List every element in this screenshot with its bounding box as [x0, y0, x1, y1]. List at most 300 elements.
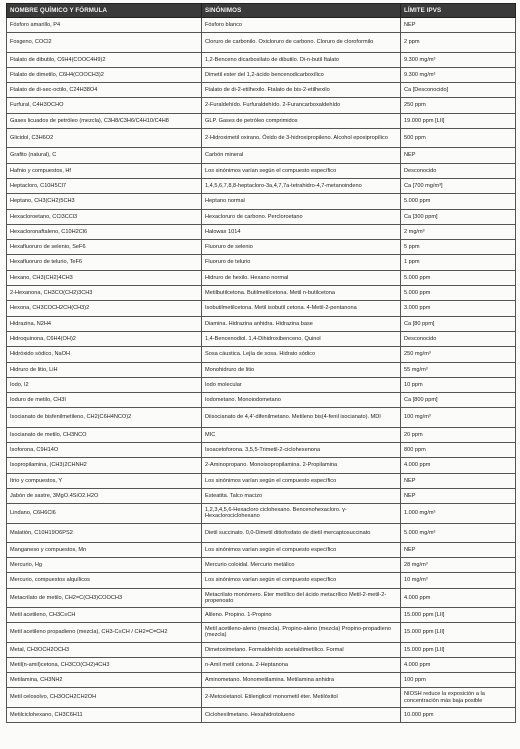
header-chemical-name: NOMBRE QUÍMICO Y FÓRMULA [7, 4, 202, 18]
cell-ipvs-limit [401, 623, 516, 642]
table-row [7, 408, 516, 427]
table-row [7, 33, 516, 52]
cell-ipvs-limit [401, 316, 516, 331]
cell-chemical-name-text: Ioduro de metilo, CH3I [10, 397, 66, 404]
cell-ipvs-limit [401, 443, 516, 458]
cell-ipvs-limit-text: Desconocido [404, 167, 437, 174]
cell-synonyms [202, 607, 401, 622]
cell-ipvs-limit [401, 473, 516, 488]
cell-chemical-name [7, 523, 202, 542]
cell-ipvs-limit-text: 9.300 mg/m³ [404, 71, 436, 78]
cell-synonyms [202, 573, 401, 588]
table-row [7, 488, 516, 503]
cell-synonyms [202, 688, 401, 707]
cell-ipvs-limit-text: Ca [80 ppm] [404, 320, 435, 327]
cell-chemical-name [7, 331, 202, 346]
cell-synonyms [202, 18, 401, 33]
cell-synonyms [202, 209, 401, 224]
cell-ipvs-limit-text: Ca [800 ppm] [404, 397, 438, 404]
cell-chemical-name-text: Metil celosolvo, CH3OCH2CH2OH [10, 694, 97, 701]
cell-chemical-name-text: Malatión, C10H19O6PS2 [10, 529, 73, 536]
cell-ipvs-limit-text: 2 mg/m³ [404, 228, 425, 235]
cell-synonyms-text: Fluoruro de selenio [205, 244, 253, 251]
table-row [7, 443, 516, 458]
table-row [7, 209, 516, 224]
table-row [7, 707, 516, 722]
cell-ipvs-limit [401, 33, 516, 52]
cell-ipvs-limit [401, 488, 516, 503]
cell-ipvs-limit-text: 1.000 mg/m³ [404, 510, 436, 517]
cell-ipvs-limit [401, 98, 516, 113]
cell-chemical-name [7, 623, 202, 642]
cell-chemical-name-text: Hexacloroetano, CCl3CCl3 [10, 213, 78, 220]
cell-synonyms [202, 240, 401, 255]
cell-chemical-name-text: Hidroquinona, C6H4(OH)2 [10, 335, 76, 342]
cell-synonyms [202, 52, 401, 67]
cell-ipvs-limit-text: 5.000 ppm [404, 290, 431, 297]
cell-ipvs-limit [401, 129, 516, 148]
cell-chemical-name-text: Glicidol, C3H6O2 [10, 135, 54, 142]
cell-ipvs-limit [401, 657, 516, 672]
cell-synonyms [202, 301, 401, 316]
cell-synonyms-text: Sosa cáustica. Lejía de sosa. Hidrato sódico [205, 351, 316, 358]
cell-chemical-name [7, 148, 202, 163]
table-header-row [7, 4, 516, 18]
cell-synonyms-text: Iodometano. Monoiodometano [205, 397, 281, 404]
cell-synonyms [202, 67, 401, 82]
cell-synonyms [202, 163, 401, 178]
cell-chemical-name-text: Itrio y compuestos, Y [10, 477, 63, 484]
header-synonyms: SINÓNIMOS [202, 4, 401, 18]
table-row [7, 657, 516, 672]
table-row [7, 178, 516, 193]
cell-synonyms-text: Alileno. Propino. 1-Propino [205, 611, 272, 618]
cell-chemical-name [7, 473, 202, 488]
cell-chemical-name [7, 83, 202, 98]
table-body [7, 18, 516, 723]
cell-ipvs-limit [401, 331, 516, 346]
table-row [7, 573, 516, 588]
cell-ipvs-limit [401, 286, 516, 301]
cell-chemical-name [7, 224, 202, 239]
cell-chemical-name [7, 255, 202, 270]
cell-synonyms-text: Halowax 1014 [205, 228, 241, 235]
cell-chemical-name [7, 113, 202, 128]
cell-synonyms-text: Metilbutilcetona. Butilmetilcetona. Metil n-butilcetona [205, 290, 335, 297]
cell-synonyms [202, 98, 401, 113]
cell-ipvs-limit [401, 240, 516, 255]
cell-ipvs-limit [401, 18, 516, 33]
table-row [7, 83, 516, 98]
cell-synonyms [202, 347, 401, 362]
cell-ipvs-limit-text: 9.300 mg/m³ [404, 56, 436, 63]
table-row [7, 163, 516, 178]
cell-synonyms-text: Diisocianato de 4,4'-difenilmetano. Metileno bis(4-fenil isocianato). MDI [205, 414, 381, 421]
cell-ipvs-limit [401, 347, 516, 362]
cell-chemical-name [7, 18, 202, 33]
cell-chemical-name-text: Heptano, CH3(CH2)5CH3 [10, 198, 75, 205]
cell-ipvs-limit-text: 10 mg/m³ [404, 577, 428, 584]
cell-ipvs-limit [401, 301, 516, 316]
cell-synonyms-text: Aminometano. Monometilamina. Metilamina anhidra [205, 677, 335, 684]
cell-chemical-name-text: Isoforona, C9H14O [10, 447, 59, 454]
cell-synonyms-text: 1,2,3,4,5,6-Hexacloro ciclohexano. Bencenohexacloro. γ-Hexaclorociclohexano [205, 507, 347, 520]
cell-chemical-name-text: 2-Hexanona, CH3CO(CH2)3CH3 [10, 290, 93, 297]
cell-synonyms [202, 316, 401, 331]
cell-chemical-name [7, 607, 202, 622]
cell-synonyms [202, 393, 401, 408]
cell-ipvs-limit-text: NEP [404, 546, 416, 553]
cell-chemical-name [7, 673, 202, 688]
table-row [7, 377, 516, 392]
cell-chemical-name-text: Gases licuados de petróleo (mezcla), C3H8/C3H6/C4H10/C4H8 [10, 117, 169, 124]
cell-chemical-name-text: Hafnio y compuestos, Hf [10, 167, 71, 174]
cell-ipvs-limit [401, 393, 516, 408]
table-row [7, 347, 516, 362]
cell-ipvs-limit [401, 542, 516, 557]
table-row [7, 642, 516, 657]
cell-synonyms-text: Dietil succinato. 0,0-Dimetil ditiofosfato de dietil mercaptosuccinato [205, 529, 371, 536]
cell-synonyms-text: Los sinónimos varían según el compuesto específico [205, 477, 337, 484]
cell-synonyms [202, 194, 401, 209]
cell-chemical-name-text: Jabón de sastre, 3MgO.4SiO2.H2O [10, 492, 99, 499]
cell-synonyms-text: 2-Furaldehído. Furfuraldehído. 2-Furancarboxaldehído [205, 102, 341, 109]
cell-chemical-name [7, 408, 202, 427]
cell-synonyms-text: Carbón mineral [205, 152, 244, 159]
cell-synonyms [202, 588, 401, 607]
cell-chemical-name [7, 588, 202, 607]
table-row [7, 129, 516, 148]
cell-chemical-name [7, 642, 202, 657]
cell-chemical-name-text: Manganeso y compuestos, Mn [10, 546, 87, 553]
cell-ipvs-limit-text: 28 mg/m³ [404, 562, 428, 569]
table-row [7, 588, 516, 607]
cell-ipvs-limit [401, 362, 516, 377]
cell-ipvs-limit [401, 427, 516, 442]
cell-chemical-name [7, 504, 202, 523]
cell-chemical-name-text: Isocianato de bisfenilmetileno, CH2(C6H4NCO)2 [10, 414, 132, 421]
cell-chemical-name [7, 657, 202, 672]
cell-ipvs-limit [401, 209, 516, 224]
cell-chemical-name-text: Hidróxido sódico, NaOH [10, 351, 71, 358]
cell-synonyms [202, 542, 401, 557]
cell-synonyms [202, 33, 401, 52]
cell-chemical-name-text: Metil(n-amil)cetona, CH3CO(CH2)4CH3 [10, 661, 110, 668]
cell-chemical-name-text: Hexona, CH3COCH2CH(CH3)2 [10, 305, 90, 312]
cell-chemical-name-text: Iodo, I2 [10, 381, 29, 388]
cell-ipvs-limit [401, 224, 516, 239]
cell-ipvs-limit [401, 707, 516, 722]
table-row [7, 113, 516, 128]
cell-ipvs-limit [401, 408, 516, 427]
cell-chemical-name-text: Lindano, C6H6Cl6 [10, 510, 56, 517]
table-row [7, 240, 516, 255]
cell-synonyms [202, 270, 401, 285]
cell-chemical-name [7, 542, 202, 557]
cell-chemical-name [7, 33, 202, 52]
cell-synonyms [202, 113, 401, 128]
cell-synonyms [202, 523, 401, 542]
cell-chemical-name [7, 707, 202, 722]
cell-ipvs-limit [401, 377, 516, 392]
cell-synonyms [202, 558, 401, 573]
cell-ipvs-limit [401, 255, 516, 270]
cell-chemical-name-text: Metacrilato de metilo, CH2=C(CH3)COOCH3 [10, 594, 123, 601]
cell-synonyms-text: Diamina. Hidrazina anhidra. Hidrazina base [205, 320, 313, 327]
cell-synonyms [202, 458, 401, 473]
cell-synonyms-text: Fluoruro de telurio [205, 259, 251, 266]
table-row [7, 52, 516, 67]
cell-chemical-name [7, 67, 202, 82]
cell-synonyms-text: Monohidruro de litio [205, 366, 255, 373]
table-row [7, 286, 516, 301]
cell-chemical-name-text: Metil acetileno, CH3C≡CH [10, 611, 76, 618]
cell-synonyms-text: Metil acetileno-aleno (mezcla). Propino-aleno (mezcla) Propino-propadieno (mezcla) [205, 626, 391, 639]
cell-ipvs-limit-text: 250 mg/m³ [404, 351, 431, 358]
cell-synonyms [202, 255, 401, 270]
cell-synonyms-text: GLP. Gases de petróleo comprimidos [205, 117, 298, 124]
table-row [7, 224, 516, 239]
cell-ipvs-limit-text: 55 mg/m³ [404, 366, 428, 373]
table-row [7, 331, 516, 346]
cell-ipvs-limit [401, 270, 516, 285]
cell-synonyms [202, 408, 401, 427]
cell-ipvs-limit-text: 100 mg/m³ [404, 414, 431, 421]
cell-synonyms [202, 707, 401, 722]
cell-synonyms [202, 473, 401, 488]
table-row [7, 473, 516, 488]
cell-ipvs-limit-text: 5.000 mg/m³ [404, 529, 436, 536]
table-row [7, 623, 516, 642]
cell-chemical-name-text: Heptacloro, C10H5Cl7 [10, 182, 66, 189]
cell-ipvs-limit [401, 163, 516, 178]
cell-ipvs-limit-text: 5.000 ppm [404, 198, 431, 205]
cell-synonyms [202, 488, 401, 503]
cell-synonyms [202, 129, 401, 148]
cell-ipvs-limit [401, 688, 516, 707]
table-row [7, 362, 516, 377]
cell-chemical-name-text: Isocianato de metilo, CH3NCO [10, 431, 87, 438]
cell-ipvs-limit-text: 2 ppm [404, 39, 420, 46]
cell-chemical-name-text: Grafito (natural), C [10, 152, 57, 159]
cell-chemical-name [7, 98, 202, 113]
table-row [7, 270, 516, 285]
table-row [7, 67, 516, 82]
cell-synonyms [202, 331, 401, 346]
cell-synonyms-text: Ciclohexilmetano. Hexahidrotolueno [205, 711, 295, 718]
cell-chemical-name-text: Metilamina, CH3NH2 [10, 677, 63, 684]
cell-chemical-name-text: Hexacloronaftaleno, C10H2Cl6 [10, 228, 88, 235]
table-row [7, 393, 516, 408]
cell-chemical-name [7, 573, 202, 588]
cell-synonyms-text: Iodo molecular [205, 381, 242, 388]
cell-chemical-name-text: Hidrazina, N2H4 [10, 320, 52, 327]
cell-chemical-name-text: Metal, CH3OCH2OCH3 [10, 646, 70, 653]
cell-chemical-name [7, 178, 202, 193]
cell-synonyms-text: Hidruro de hexilo. Hexano normal [205, 274, 289, 281]
cell-synonyms [202, 427, 401, 442]
cell-ipvs-limit-text: 800 ppm [404, 447, 426, 454]
table-row [7, 458, 516, 473]
cell-synonyms [202, 623, 401, 642]
cell-ipvs-limit-text: 15.000 ppm [LII] [404, 629, 445, 636]
cell-ipvs-limit [401, 178, 516, 193]
cell-synonyms [202, 642, 401, 657]
cell-synonyms-text: 1,4-Bencenodiol. 1,4-Dihidroxibenceno. Quinol [205, 335, 321, 342]
cell-ipvs-limit [401, 52, 516, 67]
cell-chemical-name-text: Isopropilamina, (CH3)2CHNH2 [10, 462, 87, 469]
cell-ipvs-limit-text: Ca [700 mg/m³] [404, 182, 443, 189]
table-row [7, 148, 516, 163]
cell-synonyms [202, 673, 401, 688]
cell-ipvs-limit-text: NEP [404, 477, 416, 484]
cell-chemical-name-text: Fósforo amarillo, P4 [10, 22, 61, 28]
cell-chemical-name [7, 316, 202, 331]
table-row [7, 301, 516, 316]
cell-synonyms-text: Los sinónimos varían según el compuesto específico [205, 546, 337, 553]
cell-ipvs-limit-text: 1 ppm [404, 259, 420, 266]
cell-synonyms-text: Heptano normal [205, 198, 245, 205]
cell-synonyms-text: Hexacloruro de carbono. Percloroetano [205, 213, 303, 220]
ipvs-table [6, 3, 516, 723]
cell-synonyms-text: Ftalato de di-2-etilhexilo. Ftalato de bis-2-etilhexilo [205, 87, 330, 94]
cell-synonyms-text: Esteatita. Talco macizo [205, 492, 263, 499]
cell-ipvs-limit-text: NIOSH reduce la exposición a la concentración más baja posible [404, 691, 485, 704]
cell-ipvs-limit-text: 4.000 ppm [404, 661, 431, 668]
header-ipvs-limit: LÍMITE IPVS [401, 4, 516, 18]
cell-ipvs-limit [401, 558, 516, 573]
table-row [7, 427, 516, 442]
cell-synonyms [202, 83, 401, 98]
table-row [7, 673, 516, 688]
cell-chemical-name [7, 194, 202, 209]
cell-chemical-name-text: Metil acetileno propadieno (mezcla), CH3-C≡CH / CH2=C=CH2 [10, 629, 168, 636]
cell-synonyms [202, 362, 401, 377]
cell-chemical-name-text: Hexafluoruro de selenio, SeF6 [10, 244, 86, 251]
cell-synonyms-text: Dimetoximetano. Formaldehído acetaldimetílico. Formal [205, 646, 344, 653]
table-row [7, 504, 516, 523]
table-row [7, 607, 516, 622]
cell-synonyms-text: 1,4,5,6,7,8,8-heptacloro-3a,4,7,7a-tetrahidro-4,7-metanoindeno [205, 182, 362, 189]
cell-chemical-name-text: Ftalato de di-sec-octilo, C24H38O4 [10, 87, 98, 94]
cell-synonyms [202, 286, 401, 301]
cell-chemical-name [7, 301, 202, 316]
cell-chemical-name-text: Hexafluoruro de telurio, TeF6 [10, 259, 83, 266]
cell-chemical-name [7, 393, 202, 408]
cell-synonyms-text: 1,2-Benceno dicarboxilato de dibutilo. Di-n-butil ftalato [205, 56, 340, 63]
cell-ipvs-limit-text: 19.000 ppm [LII] [404, 117, 445, 124]
cell-chemical-name [7, 377, 202, 392]
cell-chemical-name [7, 488, 202, 503]
table-row [7, 558, 516, 573]
cell-ipvs-limit-text: Desconocido [404, 335, 437, 342]
cell-ipvs-limit [401, 113, 516, 128]
cell-ipvs-limit-text: NEP [404, 22, 416, 28]
table-row [7, 194, 516, 209]
cell-ipvs-limit [401, 673, 516, 688]
cell-ipvs-limit [401, 588, 516, 607]
cell-chemical-name [7, 270, 202, 285]
cell-ipvs-limit [401, 642, 516, 657]
cell-synonyms-text: Isobutilmetilcetona. Metil isobutil cetona. 4-Metil-2-pentanona [205, 305, 357, 312]
cell-synonyms [202, 178, 401, 193]
cell-synonyms-text: 2-Hidroximetil oxirano. Óxido de 3-hidroxipropileno. Alcohol epoxipropílico [205, 135, 388, 142]
cell-synonyms-text: 2-Metoxietanol. Etilenglicol monometil éter. Metilóxitol [205, 694, 338, 701]
cell-ipvs-limit-text: 10 ppm [404, 381, 423, 388]
cell-chemical-name [7, 688, 202, 707]
table-row [7, 688, 516, 707]
cell-synonyms-text: Los sinónimos varían según el compuesto específico [205, 167, 337, 174]
table-row [7, 523, 516, 542]
cell-chemical-name-text: Mercurio, compuestos alquílicos [10, 577, 90, 584]
cell-synonyms [202, 377, 401, 392]
cell-chemical-name [7, 443, 202, 458]
cell-ipvs-limit [401, 67, 516, 82]
cell-ipvs-limit-text: 5.000 ppm [404, 274, 431, 281]
cell-ipvs-limit-text: Ca [Desconocido] [404, 87, 449, 94]
cell-ipvs-limit-text: 15.000 ppm [LII] [404, 646, 445, 653]
cell-ipvs-limit [401, 148, 516, 163]
cell-ipvs-limit-text: 4.000 ppm [404, 462, 431, 469]
cell-chemical-name-text: Ftalato de dibutilo, C6H4(COOC4H9)2 [10, 56, 106, 63]
cell-synonyms [202, 504, 401, 523]
cell-chemical-name-text: Metilciclohexano, CH3C6H11 [10, 711, 83, 718]
cell-ipvs-limit [401, 523, 516, 542]
cell-synonyms-text: MIC [205, 431, 216, 438]
cell-synonyms-text: Isoacetoforona. 3,5,5-Trimetil-2-ciclohexenona [205, 447, 321, 454]
table-row [7, 18, 516, 33]
cell-synonyms [202, 443, 401, 458]
cell-synonyms-text: Dimetil ester del 1,2-ácido bencenodicarboxílico [205, 71, 324, 78]
cell-synonyms-text: Mercurio coloidal. Mercurio metálico [205, 562, 295, 569]
cell-synonyms-text: Los sinónimos varían según el compuesto específico [205, 577, 337, 584]
cell-ipvs-limit-text: NEP [404, 152, 416, 159]
cell-synonyms-text: Fósforo blanco [205, 22, 243, 28]
table-row [7, 316, 516, 331]
cell-synonyms-text: n-Amil metil cetona. 2-Heptanona [205, 661, 289, 668]
cell-chemical-name [7, 558, 202, 573]
cell-ipvs-limit [401, 607, 516, 622]
cell-synonyms [202, 657, 401, 672]
cell-ipvs-limit-text: 250 ppm [404, 102, 426, 109]
cell-ipvs-limit-text: 4.000 ppm [404, 594, 431, 601]
cell-ipvs-limit-text: NEP [404, 492, 416, 499]
cell-chemical-name-text: Fosgeno, COCl2 [10, 39, 52, 46]
table-row [7, 255, 516, 270]
cell-chemical-name-text: Hexano, CH3(CH2)4CH3 [10, 274, 73, 281]
cell-synonyms-text: Metacrilato monómero. Éter metílico del ácido metacrílico Metil-2-metil-2-propenoato [205, 591, 387, 604]
cell-chemical-name [7, 362, 202, 377]
cell-ipvs-limit-text: 100 ppm [404, 677, 426, 684]
cell-synonyms-text: Cloruro de carbonilo. Oxicloruro de carbono. Cloruro de cloroformilo [205, 39, 374, 46]
cell-ipvs-limit [401, 458, 516, 473]
table-row [7, 98, 516, 113]
cell-ipvs-limit [401, 194, 516, 209]
cell-chemical-name [7, 427, 202, 442]
cell-synonyms [202, 224, 401, 239]
cell-ipvs-limit-text: 20 ppm [404, 431, 423, 438]
cell-ipvs-limit [401, 573, 516, 588]
cell-ipvs-limit-text: 10.000 ppm [404, 711, 434, 718]
cell-chemical-name [7, 286, 202, 301]
cell-synonyms-text: 2-Aminopropano. Monoisopropilamina. 2-Propilamina [205, 462, 338, 469]
cell-ipvs-limit-text: Ca [300 ppm] [404, 213, 438, 220]
cell-chemical-name [7, 163, 202, 178]
cell-chemical-name [7, 458, 202, 473]
cell-ipvs-limit-text: 15.000 ppm [LII] [404, 611, 445, 618]
cell-chemical-name [7, 347, 202, 362]
cell-ipvs-limit [401, 504, 516, 523]
